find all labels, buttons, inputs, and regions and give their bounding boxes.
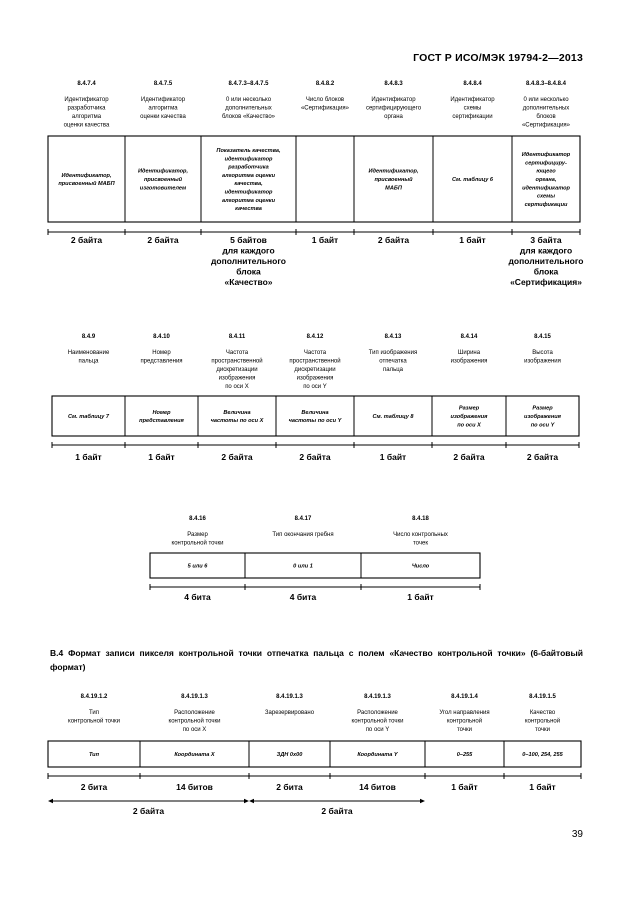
section-heading [50,646,583,674]
field-value: сертифициру- [525,160,567,167]
field-number: 8.4.7.3–8.4.7.5 [228,81,269,87]
field-label: пальца [383,367,403,373]
field-size: 1 байт [407,592,434,602]
field-value: 5 или 6 [187,563,208,570]
field-value: Величина [223,409,251,416]
field-label: «Сертификация» [521,122,571,129]
field-label: контрольной точки [168,718,221,725]
field-value: алгоритма оценки [221,197,276,204]
field-value: МАБП [385,185,402,192]
field-value: 0 или 1 [293,563,313,570]
field-label: пальца [78,358,99,365]
field-label: оценки качества [63,122,110,129]
field-label: Расположение [174,710,215,716]
section-heading-text: В.4 Формат записи пикселя контрольной точки отпечатка пальца с полем «Качество контрольной точки» (6-байтовый формат) [50,648,583,672]
field-value: представления [139,418,184,425]
field-value: изображения [450,414,488,420]
field-label: контрольной точки [171,540,224,547]
field-number: 8.4.7.5 [153,81,173,87]
field-size: 1 байт [311,235,339,245]
field-value: Число [411,563,430,570]
field-size: 14 битов [176,782,213,792]
field-label: оценки качества [140,114,186,120]
field-label: контрольной точки [68,718,120,725]
field-number: 8.4.13 [384,334,402,340]
field-label: изображения [450,358,488,365]
field-size: блока [236,266,261,277]
field-number: 8.4.19.1.3 [181,694,208,700]
field-label: Ширина [457,350,481,356]
field-number: 8.4.19.1.3 [276,694,303,700]
field-label: точек [413,540,428,547]
field-value: Идентификатор, [368,168,419,175]
field-size: 4 бита [184,592,211,602]
page-number: 39 [571,829,583,840]
field-size: для каждого [519,245,573,256]
byte-group-arrow [48,799,249,803]
field-size: 2 байта [70,235,103,245]
field-number: 8.4.15 [534,334,551,340]
field-size: 2 байта [377,235,410,245]
field-value: Размер [458,405,480,412]
field-value: 0–100, 254, 255 [522,752,563,758]
field-size: 1 байт [451,782,478,792]
field-size: 1 байт [459,235,486,245]
field-label: изображения [296,375,334,382]
field-label: Зарезервировано [264,710,315,716]
field-value: 0–255 [456,752,473,758]
field-label: по оси X [182,727,207,733]
field-label: Тип окончания гребня [272,532,334,538]
field-value: сертификации [524,201,568,208]
field-label: Угол направления [439,710,490,716]
field-number: 8.4.8.2 [315,81,335,87]
byte-group-arrow [249,799,425,803]
field-label: 0 или несколько [225,97,272,103]
page-header: ГОСТ Р ИСО/МЭК 19794-2—2013 [413,52,583,64]
field-size: 1 байт [75,452,102,462]
field-label: Идентификатор [64,97,109,103]
field-number: 8.4.19.1.4 [451,694,478,700]
field-label: Число контрольных [393,532,448,538]
field-size: блока [533,266,559,277]
field-label: Идентификатор [140,97,186,103]
field-label: сертифицирующего [365,105,422,112]
field-label: схемы [463,105,482,112]
field-number: 8.4.19.1.5 [529,694,556,700]
field-value: См. таблицу 7 [68,414,109,420]
table-minutia-counts [0,508,630,608]
field-label: блоков «Качество» [222,114,275,120]
field-size: 1 байт [529,782,556,792]
field-label: по оси Y [365,727,390,733]
field-number: 8.4.16 [189,516,206,522]
field-label: Высота [532,350,553,356]
field-size: 2 байта [453,452,485,462]
field-value: идентификатор [224,156,273,163]
field-label: алгоритма [71,114,102,120]
table-frame [48,741,581,767]
field-value: качества, [234,181,263,188]
field-label: изображения [524,358,561,365]
field-label: Число блоков [305,97,345,103]
field-value: изображения [524,414,561,420]
field-size: 3 байта [530,235,562,245]
field-size: 4 бита [289,592,317,602]
field-value: частоты по оси Y [288,418,342,425]
field-label: контрольной [446,718,483,725]
field-label: Расположение [357,710,398,716]
field-number: 8.4.8.3 [384,81,403,87]
field-size: «Сертификация» [510,277,582,287]
field-value: идентификатор [522,185,570,192]
field-label: пространственной [211,358,263,365]
field-number: 8.4.17 [294,516,312,522]
table-finger-view-header [0,325,630,475]
field-number: 8.4.14 [460,334,478,340]
table-minutia-record-6-byte [0,684,630,824]
field-label: отпечатка [379,358,407,365]
field-size: «Качество» [224,277,273,287]
table-frame [52,396,579,436]
field-label: органа [384,114,403,120]
field-label: Размер [187,532,208,538]
field-value: схемы [536,193,556,200]
field-label: сертификации [452,114,493,120]
field-label: дополнительных [522,105,570,112]
field-label: пространственной [289,358,341,365]
field-number: 8.4.11 [228,334,246,340]
field-value: Идентификатор [521,152,571,159]
field-number: 8.4.8.3–8.4.8.4 [525,81,567,87]
field-label: изображения [218,375,256,382]
field-value: по оси Y [530,422,555,429]
field-size: 5 байтов [230,235,267,245]
field-number: 8.4.19.1.3 [364,694,391,700]
field-value: Размер [532,405,553,412]
field-size: 2 байта [147,235,179,245]
field-label: дискретизации [294,367,336,373]
field-size: 14 битов [359,782,396,792]
field-number: 8.4.12 [306,334,324,340]
field-value: См. таблицу 6 [452,177,493,183]
field-size: для каждого [222,245,275,256]
field-label: Тип изображения [368,350,418,356]
field-label: Номер [152,350,171,356]
field-value: См. таблицу 8 [372,414,414,420]
field-value: органа, [535,177,557,183]
field-label: Частота [225,350,249,356]
field-value: Номер [152,409,171,416]
field-label: 0 или несколько [523,97,569,103]
field-size: дополнительного [211,256,286,266]
field-label: Тип [88,710,100,716]
field-label: дискретизации [216,367,258,373]
field-label: Идентификатор [371,97,416,103]
field-size: 2 байта [299,452,331,462]
field-value: Координата X [174,752,215,758]
table-frame [48,136,580,222]
field-label: точки [535,727,550,733]
field-size: 1 байт [148,452,175,462]
field-label: точки [457,727,472,733]
field-value: по оси X [457,422,481,429]
field-label: «Сертификация» [300,105,350,112]
field-value: Величина [301,409,329,416]
field-label: контрольной [524,718,561,725]
field-size: 2 байта [526,452,559,462]
field-value: Тип [88,752,100,758]
field-number: 8.4.7.4 [77,81,96,87]
field-label: Частота [303,350,327,356]
field-size: 2 бита [80,782,108,792]
byte-group-label: 2 байта [321,806,353,816]
field-label: алгоритма [148,105,178,112]
field-value: идентификатор [224,189,273,196]
field-label: разработчика [67,105,106,112]
field-value: разработчика [228,164,269,171]
field-label: блоков [536,114,556,120]
field-label: дополнительных [225,105,272,112]
table-control-quality-certification [0,72,630,302]
field-value: Показатель качества, [216,147,281,154]
field-size: дополнительного [508,256,584,266]
field-value: ЗДН 0x00 [276,752,303,758]
field-value: алгоритма оценки [221,172,276,179]
field-value: присвоенный МАБП [58,181,115,188]
field-label: Наименование [67,350,110,356]
field-number: 8.4.18 [412,516,429,522]
field-label: Качество [529,710,556,716]
field-value: Идентификатор, [61,172,112,179]
field-value: Координата Y [357,752,398,758]
field-label: по оси X [225,384,249,390]
field-size: 2 байта [221,452,253,462]
field-label: представления [140,358,183,365]
field-value: качества [235,206,262,213]
field-value: присвоенный [374,177,413,183]
field-value: присвоенный [143,177,183,183]
byte-group-label: 2 байта [132,806,165,816]
field-number: 8.4.19.1.2 [80,694,108,700]
field-number: 8.4.9 [81,334,96,340]
field-label: по оси Y [303,384,327,390]
field-size: 1 байт [379,452,407,462]
field-label: Идентификатор [450,97,495,103]
field-number: 8.4.10 [153,334,170,340]
field-number: 8.4.8.4 [463,81,482,87]
field-value: изготовителем [139,185,187,192]
field-value: частоты по оси X [210,418,264,425]
field-size: 2 бита [276,782,303,792]
field-value: Идентификатор, [137,168,189,175]
field-label: контрольной точки [351,718,404,725]
field-value: ющего [536,168,556,175]
